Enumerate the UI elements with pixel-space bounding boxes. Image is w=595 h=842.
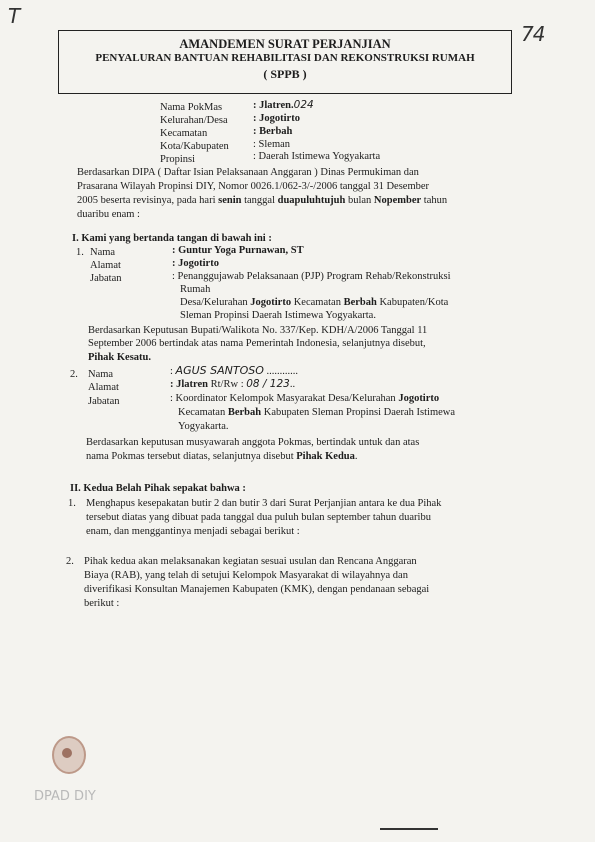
agreement-2-line-3: diverifikasi Konsultan Manajemen Kabupaten (KMK), dengan pendanaan sebagai <box>84 584 430 595</box>
intro-line-4: duaribu enam : <box>77 209 140 220</box>
party-1-name: : Guntur Yoga Purnawan, ST <box>172 245 304 256</box>
agreement-1-line-3: enam, dan menggantinya menjadi sebagai berikut : <box>86 526 300 537</box>
title-line-2: PENYALURAN BANTUAN REHABILITASI DAN REKONSTRUKSI RUMAH <box>95 52 475 64</box>
agreement-2-line-4: berikut : <box>84 598 120 609</box>
agreement-1-number: 1. <box>68 498 76 509</box>
intro-line-3: 2005 beserta revisinya, pada hari senin tanggal duapuluhtujuh bulan Nopember tahun <box>77 195 448 206</box>
party-1-label-alamat: Alamat <box>90 260 121 271</box>
agreement-2-line-1: Pihak kedua akan melaksanakan kegiatan sesuai usulan dan Rencana Anggaran <box>84 556 417 567</box>
intro-line-1: Berdasarkan DIPA ( Daftar Isian Pelaksanaan Anggaran ) Dinas Permukiman dan <box>77 167 419 178</box>
title-box <box>58 30 512 94</box>
info-value-kecamatan: : Berbah <box>253 126 293 137</box>
party-1-position-line-3: Desa/Kelurahan Jogotirto Kecamatan Berbah Kabupaten/Kota <box>180 297 449 308</box>
agreement-2-number: 2. <box>66 556 74 567</box>
party-1-address: : Jogotirto <box>172 258 219 269</box>
info-value-propinsi: : Daerah Istimewa Yogyakarta <box>253 151 381 162</box>
title-line-3: ( SPPB ) <box>263 67 307 81</box>
party-2-position-line-3: Yogyakarta. <box>178 421 229 432</box>
party-2-number: 2. <box>70 369 78 380</box>
party-1-basis-line-2: September 2006 bertindak atas nama Pemerintah Indonesia, selanjutnya disebut, <box>88 338 426 349</box>
agreement-1-line-2: tersebut diatas yang dibuat pada tanggal dua puluh bulan september tahun duaribu <box>86 512 431 523</box>
party-1-position-line-4: Sleman Propinsi Daerah Istimewa Yogyakarta. <box>180 310 376 321</box>
section-2-heading: II. Kedua Belah Pihak sepakat bahwa : <box>70 483 246 494</box>
footer-rule <box>380 828 438 830</box>
party-2-basis-line-2: nama Pokmas tersebut diatas, selanjutnya disebut Pihak Kedua. <box>86 451 358 462</box>
party-2-position-line-2: Kecamatan Berbah Kabupaten Sleman Propinsi Daerah Istimewa <box>178 407 456 418</box>
info-value-pokmas: : Jlatren.024 <box>253 99 314 111</box>
watermark: DPAD DIY <box>34 789 96 804</box>
info-label-propinsi: Propinsi <box>160 154 196 165</box>
info-label-pokmas: Nama PokMas <box>160 102 223 113</box>
info-value-kelurahan: : Jogotirto <box>253 113 300 124</box>
party-1-number: 1. <box>76 247 84 258</box>
party-2-name: : AGUS SANTOSO ............ <box>170 364 299 377</box>
info-label-kota: Kota/Kabupaten <box>160 141 229 152</box>
agreement-2-line-2: Biaya (RAB), yang telah di setujui Kelompok Masyarakat di wilayahnya dan <box>84 570 408 581</box>
party-2-label-jabatan: Jabatan <box>88 396 120 407</box>
party-1-designation: Pihak Kesatu. <box>88 352 152 363</box>
party-2-address: : Jlatren Rt/Rw : 08 / 123.. <box>170 378 296 390</box>
party-2-label-alamat: Alamat <box>88 382 119 393</box>
info-value-kota: : Sleman <box>253 139 291 150</box>
party-2-label-nama: Nama <box>88 369 114 380</box>
title-line-1: AMANDEMEN SURAT PERJANJIAN <box>179 37 391 51</box>
party-1-label-nama: Nama <box>90 247 116 258</box>
info-label-kecamatan: Kecamatan <box>160 128 208 139</box>
party-1-position-line-1: : Penanggujawab Pelaksanaan (PJP) Program Rehab/Rekonstruksi <box>172 271 451 282</box>
section-1-heading: I. Kami yang bertanda tangan di bawah ini : <box>72 233 272 244</box>
info-label-kelurahan: Kelurahan/Desa <box>160 115 228 126</box>
agreement-1-line-1: Menghapus kesepakatan butir 2 dan butir 3 dari Surat Perjanjian antara ke dua Pihak <box>86 498 442 509</box>
party-1-label-jabatan: Jabatan <box>90 273 122 284</box>
party-2-position-line-1: : Koordinator Kelompok Masyarakat Desa/Kelurahan Jogotirto <box>170 393 440 404</box>
party-2-basis-line-1: Berdasarkan keputusan musyawarah anggota Pokmas, bertindak untuk dan atas <box>86 437 420 448</box>
party-1-basis-line-1: Berdasarkan Keputusan Bupati/Walikota No. 337/Kep. KDH/A/2006 Tanggal 11 <box>88 325 428 336</box>
intro-line-2: Prasarana Wilayah Propinsi DIY, Nomor 0026.1/062-3/-/2006 tanggal 31 Desember <box>77 181 430 192</box>
seal-stamp-icon <box>52 736 86 774</box>
party-1-position-line-2: Rumah <box>180 284 211 295</box>
corner-mark: T <box>8 4 21 28</box>
page-number: 74 <box>521 22 545 46</box>
